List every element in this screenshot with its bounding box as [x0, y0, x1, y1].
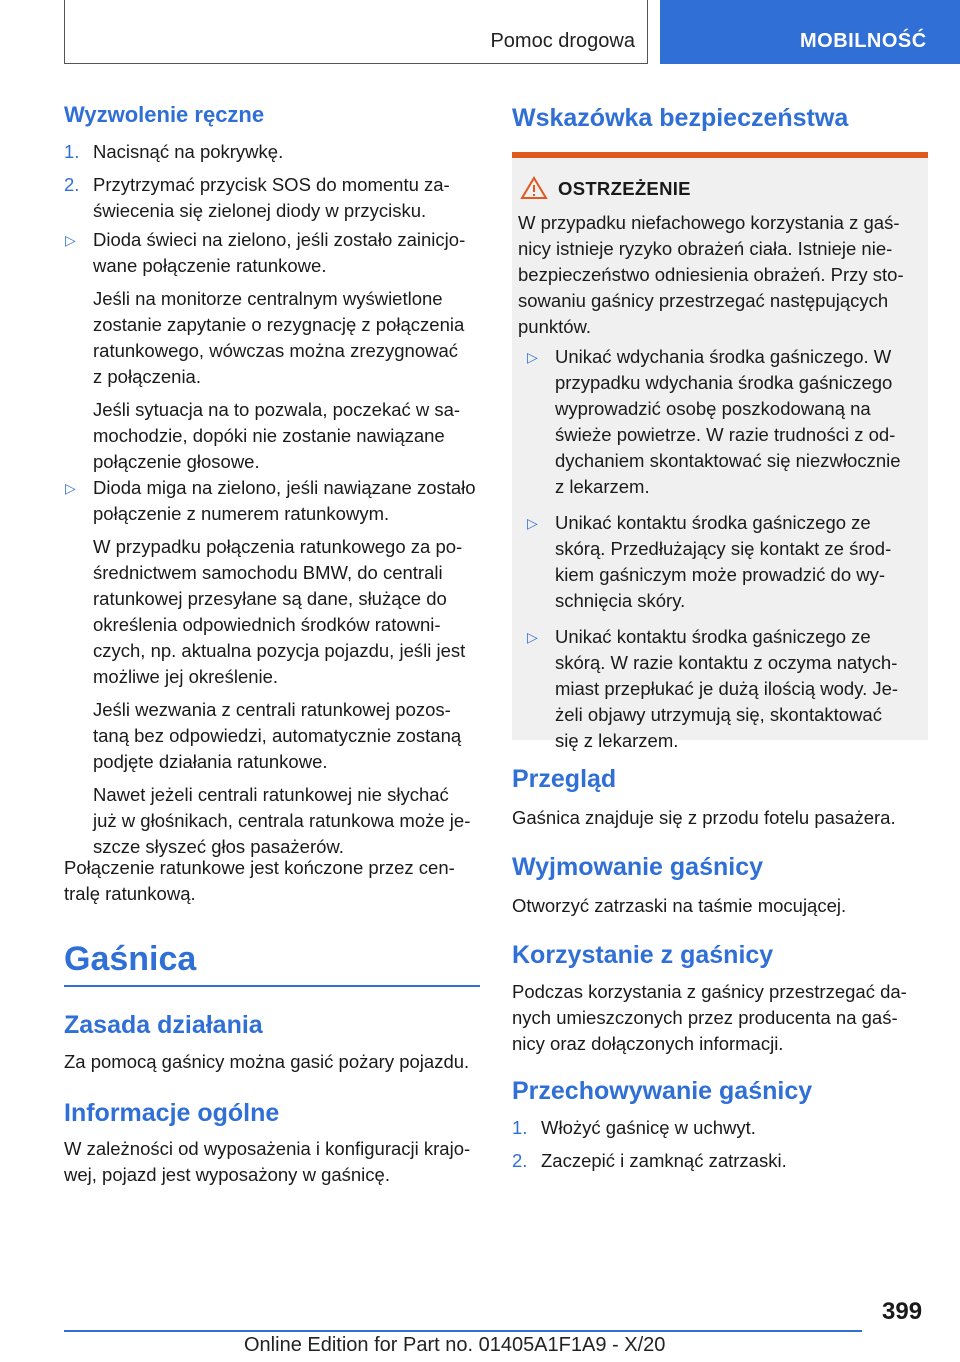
text-line: wyprowadzić osobę poszkodowaną na — [555, 398, 871, 419]
sub-paragraph — [64, 397, 484, 475]
footer-rule — [64, 1330, 862, 1332]
removal-heading: Wyjmowanie gaśnicy — [512, 853, 764, 881]
list-item — [526, 344, 926, 500]
text-line: punktów. — [518, 316, 592, 337]
text-line: żeli objawy utrzymują się, skontaktować — [555, 704, 882, 725]
text-line: możliwe jej określenie. — [93, 666, 279, 687]
storage-heading: Przechowywanie gaśnicy — [512, 1077, 813, 1105]
step-number: 2. — [64, 174, 80, 195]
triangle-right-icon: ▷ — [527, 629, 538, 645]
general-text — [64, 1136, 484, 1188]
step-number: 1. — [64, 141, 80, 162]
text-line: skórą. Przedłużający się kontakt ze środ- — [555, 538, 892, 559]
text-line: już w głośnikach, centrala ratunkowa może je- — [93, 810, 471, 831]
text-line: podjęte działania ratunkowe. — [93, 751, 328, 772]
text-line: połączenie głosowe. — [93, 451, 260, 472]
text-line: W zależności od wyposażenia i konfiguracji krajo- — [64, 1138, 471, 1159]
text-line: tralę ratunkową. — [64, 883, 196, 904]
triangle-right-icon: ▷ — [527, 349, 538, 365]
text-line: szcze słyszeć głos pasażerów. — [93, 836, 344, 857]
manual-trigger-heading: Wyzwolenie ręczne — [64, 102, 265, 127]
text-line: Połączenie ratunkowe jest kończone przez cen- — [64, 857, 455, 878]
page-number: 399 — [882, 1298, 923, 1325]
text-line: W przypadku niefachowego korzystania z gaś- — [518, 212, 900, 233]
principle-text: Za pomocą gaśnicy można gasić pożary pojazdu. — [64, 1051, 470, 1072]
text-line: sowaniu gaśnicy przestrzegać następujących — [518, 290, 889, 311]
text-line: się z lekarzem. — [555, 730, 679, 751]
text-line: nych umieszczonych przez producenta na gaś- — [512, 1007, 898, 1028]
triangle-right-icon: ▷ — [65, 480, 76, 496]
list-item — [64, 172, 480, 224]
text-line: nicy oraz dołączonych informacji. — [512, 1033, 784, 1054]
step-number: 1. — [512, 1117, 528, 1138]
warning-triangle-icon — [520, 176, 548, 200]
warning-box — [512, 152, 928, 751]
list-item — [526, 510, 926, 614]
edition-text: Online Edition for Part no. 01405A1F1A9 - X/20 — [244, 1334, 666, 1356]
bullet-green-light — [64, 227, 484, 475]
text-line: z lekarzem. — [555, 476, 650, 497]
text-line: mochodzie, dopóki nie zostanie nawiązane — [93, 425, 445, 446]
chapter-tab[interactable]: MOBILNOŚĆ — [660, 0, 960, 64]
bullet-blinking-light — [64, 475, 484, 860]
triangle-right-icon: ▷ — [65, 232, 76, 248]
safety-heading: Wskazówka bezpieczeństwa — [512, 104, 849, 132]
text-line: zostanie zapytanie o rezygnację z połączenia — [93, 314, 465, 335]
step-text: Włożyć gaśnicę w uchwyt. — [541, 1117, 756, 1138]
header-frame — [64, 0, 648, 64]
usage-text — [512, 979, 932, 1057]
step-text-line: Przytrzymać przycisk SOS do momentu za- — [93, 174, 450, 195]
extinguisher-title: Gaśnica — [64, 940, 197, 978]
step-number: 2. — [512, 1150, 528, 1171]
text-line: średnictwem samochodu BMW, do centrali — [93, 562, 443, 583]
text-line: czych, np. aktualna pozycja pojazdu, jeśli jest — [93, 640, 466, 661]
triangle-right-icon: ▷ — [527, 515, 538, 531]
sub-paragraph — [64, 286, 484, 390]
text-line: W przypadku połączenia ratunkowego za po- — [93, 536, 463, 557]
text-line: kiem gaśniczym może prowadzić do wy- — [555, 564, 886, 585]
list-item — [512, 1148, 928, 1174]
text-line: przypadku wdychania środka gaśniczego — [555, 372, 893, 393]
text-line: nicy istnieje ryzyko obrażeń ciała. Istnieje nie- — [518, 238, 893, 259]
text-line: określenia odpowiednich środków ratowni- — [93, 614, 441, 635]
text-line: Jeśli sytuacja na to pozwala, poczekać w sa- — [93, 399, 461, 420]
steps-list — [64, 139, 480, 224]
step-text: Zaczepić i zamknąć zatrzaski. — [541, 1150, 787, 1171]
title-rule — [64, 985, 480, 987]
text-line: wej, pojazd jest wyposażony w gaśnicę. — [64, 1164, 390, 1185]
text-line: Podczas korzystania z gaśnicy przestrzegać da- — [512, 981, 907, 1002]
warning-title: OSTRZEŻENIE — [558, 178, 691, 199]
sub-paragraph — [64, 697, 484, 775]
text-line: bezpieczeństwo odniesienia obrażeń. Przy sto- — [518, 264, 904, 285]
principle-heading: Zasada działania — [64, 1011, 263, 1039]
text-line: z połączenia. — [93, 366, 201, 387]
text-line: schnięcia skóry. — [555, 590, 686, 611]
list-item — [526, 624, 926, 754]
warning-intro — [518, 210, 928, 340]
list-item — [512, 1115, 928, 1141]
text-line: skórą. W razie kontaktu z oczyma natych- — [555, 652, 898, 673]
sub-paragraph — [64, 782, 484, 860]
text-line: Jeśli na monitorze centralnym wyświetlone — [93, 288, 443, 309]
text-line: Unikać kontaktu środka gaśniczego ze — [555, 512, 871, 533]
overview-heading: Przegląd — [512, 765, 617, 793]
text-line: Jeśli wezwania z centrali ratunkowej pozos- — [93, 699, 451, 720]
storage-steps — [512, 1115, 928, 1174]
overview-text: Gaśnica znajduje się z przodu fotelu pasażera. — [512, 807, 896, 828]
step-text-line: świecenia się zielonej diody w przycisku. — [93, 200, 427, 221]
text-line: dychaniem skontaktować się niezwłocznie — [555, 450, 901, 471]
step-text: Nacisnąć na pokrywkę. — [93, 141, 284, 162]
bullet-line: Dioda miga na zielono, jeśli nawiązane zostało — [93, 477, 476, 498]
text-line: taną bez odpowiedzi, automatycznie zostaną — [93, 725, 462, 746]
warning-item-list — [526, 344, 926, 754]
removal-text: Otworzyć zatrzaski na taśmie mocującej. — [512, 895, 847, 916]
section-subtitle: Pomoc drogowa — [490, 30, 635, 52]
text-line: ratunkowej przesyłane są dane, służące do — [93, 588, 447, 609]
sub-paragraph — [64, 534, 484, 690]
text-line: świeże powietrze. W razie trudności z od- — [555, 424, 896, 445]
text-line: ratunkowego, wówczas można zrezygnować — [93, 340, 459, 361]
bullet-line: Dioda świeci na zielono, jeśli zostało zainicjo- — [93, 229, 466, 250]
general-heading: Informacje ogólne — [64, 1099, 280, 1127]
list-item — [64, 227, 484, 279]
closing-paragraph — [64, 855, 484, 907]
text-line: Nawet jeżeli centrali ratunkowej nie słychać — [93, 784, 449, 805]
text-line: Unikać kontaktu środka gaśniczego ze — [555, 626, 871, 647]
list-item — [64, 139, 480, 165]
list-item — [64, 475, 484, 527]
bullet-line: połączenie z numerem ratunkowym. — [93, 503, 390, 524]
usage-heading: Korzystanie z gaśnicy — [512, 941, 774, 969]
text-line: Unikać wdychania środka gaśniczego. W — [555, 346, 892, 367]
text-line: miast przepłukać je dużą ilością wody. Je- — [555, 678, 899, 699]
bullet-line: wane połączenie ratunkowe. — [93, 255, 327, 276]
